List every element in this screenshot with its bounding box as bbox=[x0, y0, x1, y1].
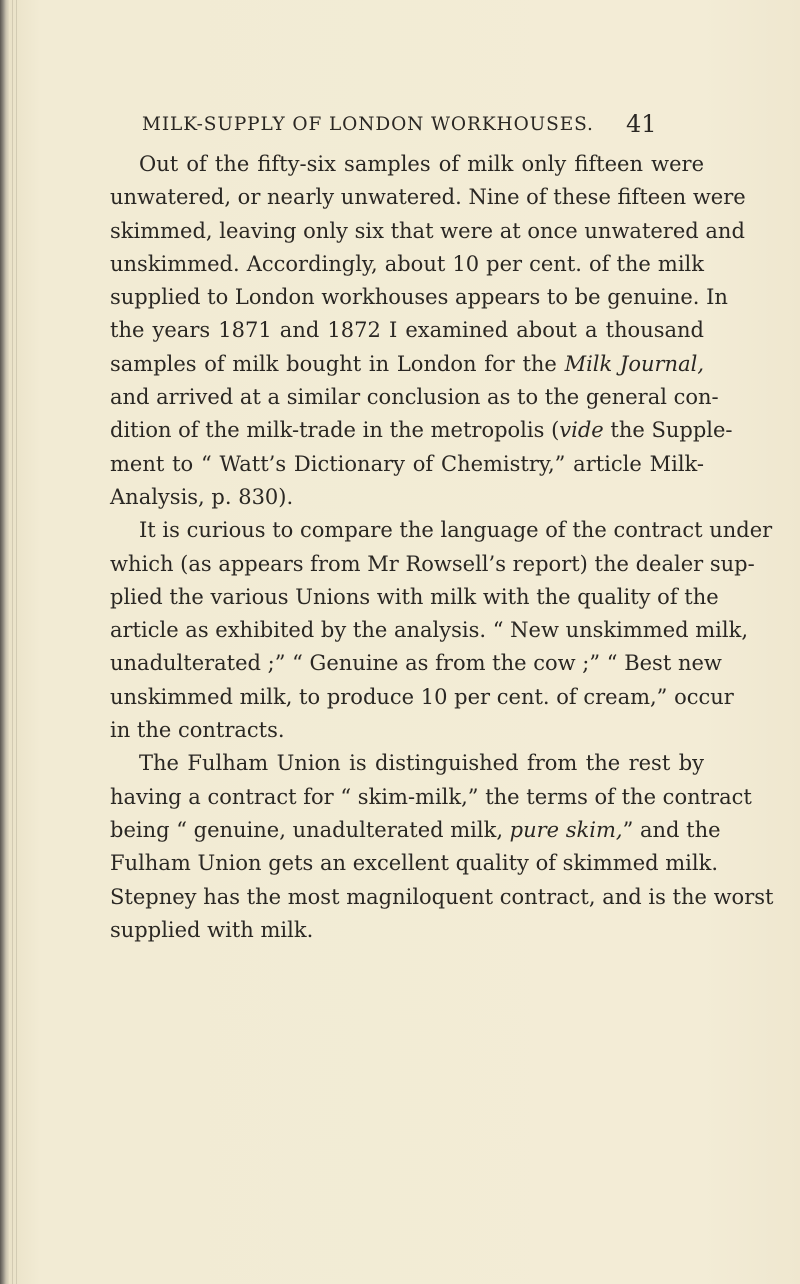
text-line: samples of milk bought in London for the Milk Journal, bbox=[110, 351, 704, 376]
italic-text: Milk Journal, bbox=[564, 351, 704, 376]
text-line: in the contracts. bbox=[110, 718, 285, 743]
body-text bbox=[110, 148, 774, 947]
text-line: Analysis, p. 830). bbox=[110, 484, 294, 509]
page-header bbox=[0, 108, 800, 148]
text-line: Fulham Union gets an excellent quality of skimmed milk. bbox=[110, 851, 718, 876]
text-line: plied the various Unions with milk with the quality of the bbox=[110, 584, 719, 609]
text-line: being “ genuine, unadulterated milk, pure skim,” and the bbox=[110, 817, 721, 842]
page-edge-line bbox=[16, 0, 17, 1284]
text-line: supplied with milk. bbox=[110, 917, 314, 942]
text-line: having a contract for “ skim-milk,” the terms of the contract bbox=[110, 784, 752, 809]
italic-text: pure skim, bbox=[509, 817, 623, 842]
text-line: Out of the fifty-six samples of milk only fifteen were bbox=[139, 152, 704, 176]
text-line: article as exhibited by the analysis. “ New unskimmed milk, bbox=[110, 618, 748, 643]
text-line: ment to “ Watt’s Dictionary of Chemistry,” article Milk- bbox=[110, 451, 704, 476]
text-line: supplied to London workhouses appears to be genuine. In bbox=[110, 285, 728, 310]
text-line: Stepney has the most magniloquent contract, and is the worst bbox=[110, 884, 774, 909]
text-line: and arrived at a similar conclusion as to the general con- bbox=[110, 385, 719, 410]
text-line: the years 1871 and 1872 I examined about a thousand bbox=[110, 318, 704, 343]
text-line: unskimmed. Accordingly, about 10 per cent. of the milk bbox=[110, 251, 704, 276]
text-line: The Fulham Union is distinguished from the rest by bbox=[139, 751, 704, 776]
text-line: unadulterated ;” “ Genuine as from the cow ;” “ Best new bbox=[110, 651, 722, 676]
running-head: MILK-SUPPLY OF LONDON WORKHOUSES. bbox=[142, 114, 594, 135]
text-line: dition of the milk-trade in the metropolis (vide the Supple- bbox=[110, 418, 733, 443]
page-number: 41 bbox=[626, 110, 657, 138]
text-line: skimmed, leaving only six that were at once unwatered and bbox=[110, 218, 745, 243]
text-line: unskimmed milk, to produce 10 per cent. of cream,” occur bbox=[110, 684, 734, 709]
page-edge-line bbox=[12, 0, 13, 1284]
text-line: unwatered, or nearly unwatered. Nine of these fifteen were bbox=[110, 185, 746, 210]
text-line: which (as appears from Mr Rowsell’s report) the dealer sup- bbox=[110, 551, 755, 576]
book-spine-edge bbox=[0, 0, 9, 1284]
italic-text: vide bbox=[559, 418, 604, 443]
text-line: It is curious to compare the language of the contract under bbox=[139, 518, 773, 543]
